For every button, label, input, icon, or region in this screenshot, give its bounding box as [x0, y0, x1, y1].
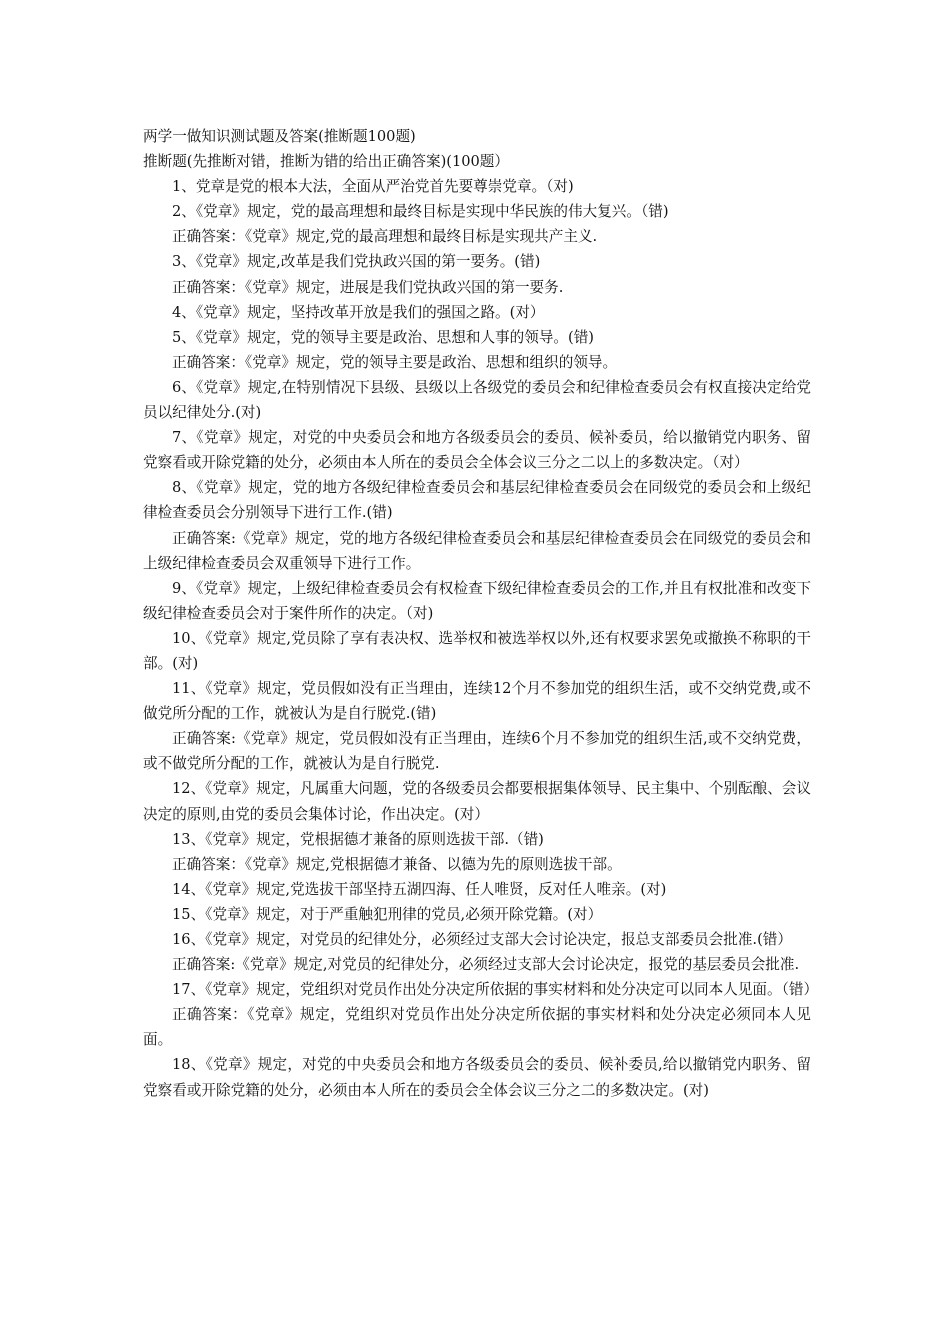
- document-body: [143, 124, 819, 1103]
- question-1: 1、党章是党的根本大法，全面从严治党首先要尊崇党章。（对): [172, 178, 574, 196]
- question-3: 3、《党章》规定,改革是我们党执政兴国的第一要务。(错): [172, 253, 541, 271]
- question-11: 11、《党章》规定，党员假如没有正当理由，连续12个月不参加党的组织生活，或不交纳党费,或不做党所分配的工作，就被认为是自行脱党.(错): [143, 680, 811, 723]
- answer-17: 正确答案：《党章》规定，党组织对党员作出处分决定所依据的事实材料和处分决定必须同本人见面。: [143, 1006, 811, 1049]
- question-8: 8、《党章》规定，党的地方各级纪律检查委员会和基层纪律检查委员会在同级党的委员会和上级纪律检查委员会分别领导下进行工作.(错): [143, 479, 811, 522]
- question-10: 10、《党章》规定,党员除了享有表决权、选举权和被选举权以外,还有权要求罢免或撤换不称职的干部。(对): [143, 629, 811, 672]
- answer-16: 正确答案:《党章》规定,对党员的纪律处分，必须经过支部大会讨论决定，报党的基层委员会批准.: [172, 956, 800, 974]
- question-18: 18、《党章》规定，对党的中央委员会和地方各级委员会的委员、候补委员,给以撤销党内职务、留党察看或开除党籍的处分，必须由本人所在的委员会全体会议三分之二的多数决定。(对): [143, 1056, 811, 1099]
- question-9: 9、《党章》规定，上级纪律检查委员会有权检查下级纪律检查委员会的工作,并且有权批准和改变下级纪律检查委员会对于案件所作的决定。（对): [143, 579, 811, 622]
- question-17: 17、《党章》规定，党组织对党员作出处分决定所依据的事实材料和处分决定可以同本人见面。（错）: [172, 981, 819, 999]
- question-14: 14、《党章》规定,党选拔干部坚持五湖四海、任人唯贤，反对任人唯亲。(对): [172, 880, 667, 898]
- question-7: 7、《党章》规定，对党的中央委员会和地方各级委员会的委员、候补委员，给以撤销党内职务、留党察看或开除党籍的处分，必须由本人所在的委员会全体会议三分之二以上的多数决定。（对）: [143, 429, 811, 472]
- answer-8: 正确答案:《党章》规定，党的地方各级纪律检查委员会和基层纪律检查委员会在同级党的委员会和上级纪律检查委员会双重领导下进行工作。: [143, 529, 811, 572]
- question-16: 16、《党章》规定，对党员的纪律处分，必须经过支部大会讨论决定，报总支部委员会批准.(错）: [172, 931, 792, 948]
- answer-5: 正确答案：《党章》规定，党的领导主要是政治、思想和组织的领导。: [172, 353, 618, 371]
- question-4: 4、《党章》规定，坚持改革开放是我们的强国之路。(对）: [172, 303, 545, 321]
- document-subtitle: 推断题(先推断对错，推断为错的给出正确答案)(100题）: [143, 153, 510, 171]
- answer-11: 正确答案:《党章》规定，党员假如没有正当理由，连续6个月不参加党的组织生活,或不交纳党费，或不做党所分配的工作，就被认为是自行脱党.: [143, 730, 811, 773]
- question-6: 6、《党章》规定,在特别情况下县级、县级以上各级党的委员会和纪律检查委员会有权直接决定给党员以纪律处分.(对): [143, 378, 811, 422]
- answer-2: 正确答案：《党章》规定,党的最高理想和最终目标是实现共产主义.: [172, 228, 598, 246]
- question-13: 13、《党章》规定，党根据德才兼备的原则选拔干部.（错): [172, 830, 544, 848]
- question-2: 2、《党章》规定，党的最高理想和最终目标是实现中华民族的伟大复兴。（错): [172, 203, 669, 221]
- question-15: 15、《党章》规定，对于严重触犯刑律的党员,必须开除党籍。(对）: [172, 905, 603, 923]
- question-12: 12、《党章》规定，凡属重大问题，党的各级委员会都要根据集体领导、民主集中、个别酝酿、会议决定的原则,由党的委员会集体讨论，作出决定。(对）: [143, 780, 811, 823]
- question-5: 5、《党章》规定，党的领导主要是政治、思想和人事的领导。(错): [172, 328, 594, 346]
- answer-13: 正确答案：《党章》规定,党根据德才兼备、以德为先的原则选拔干部。: [172, 855, 622, 873]
- answer-3: 正确答案：《党章》规定，进展是我们党执政兴国的第一要务.: [172, 278, 564, 296]
- document-title: 两学一做知识测试题及答案(推断题100题): [143, 128, 416, 145]
